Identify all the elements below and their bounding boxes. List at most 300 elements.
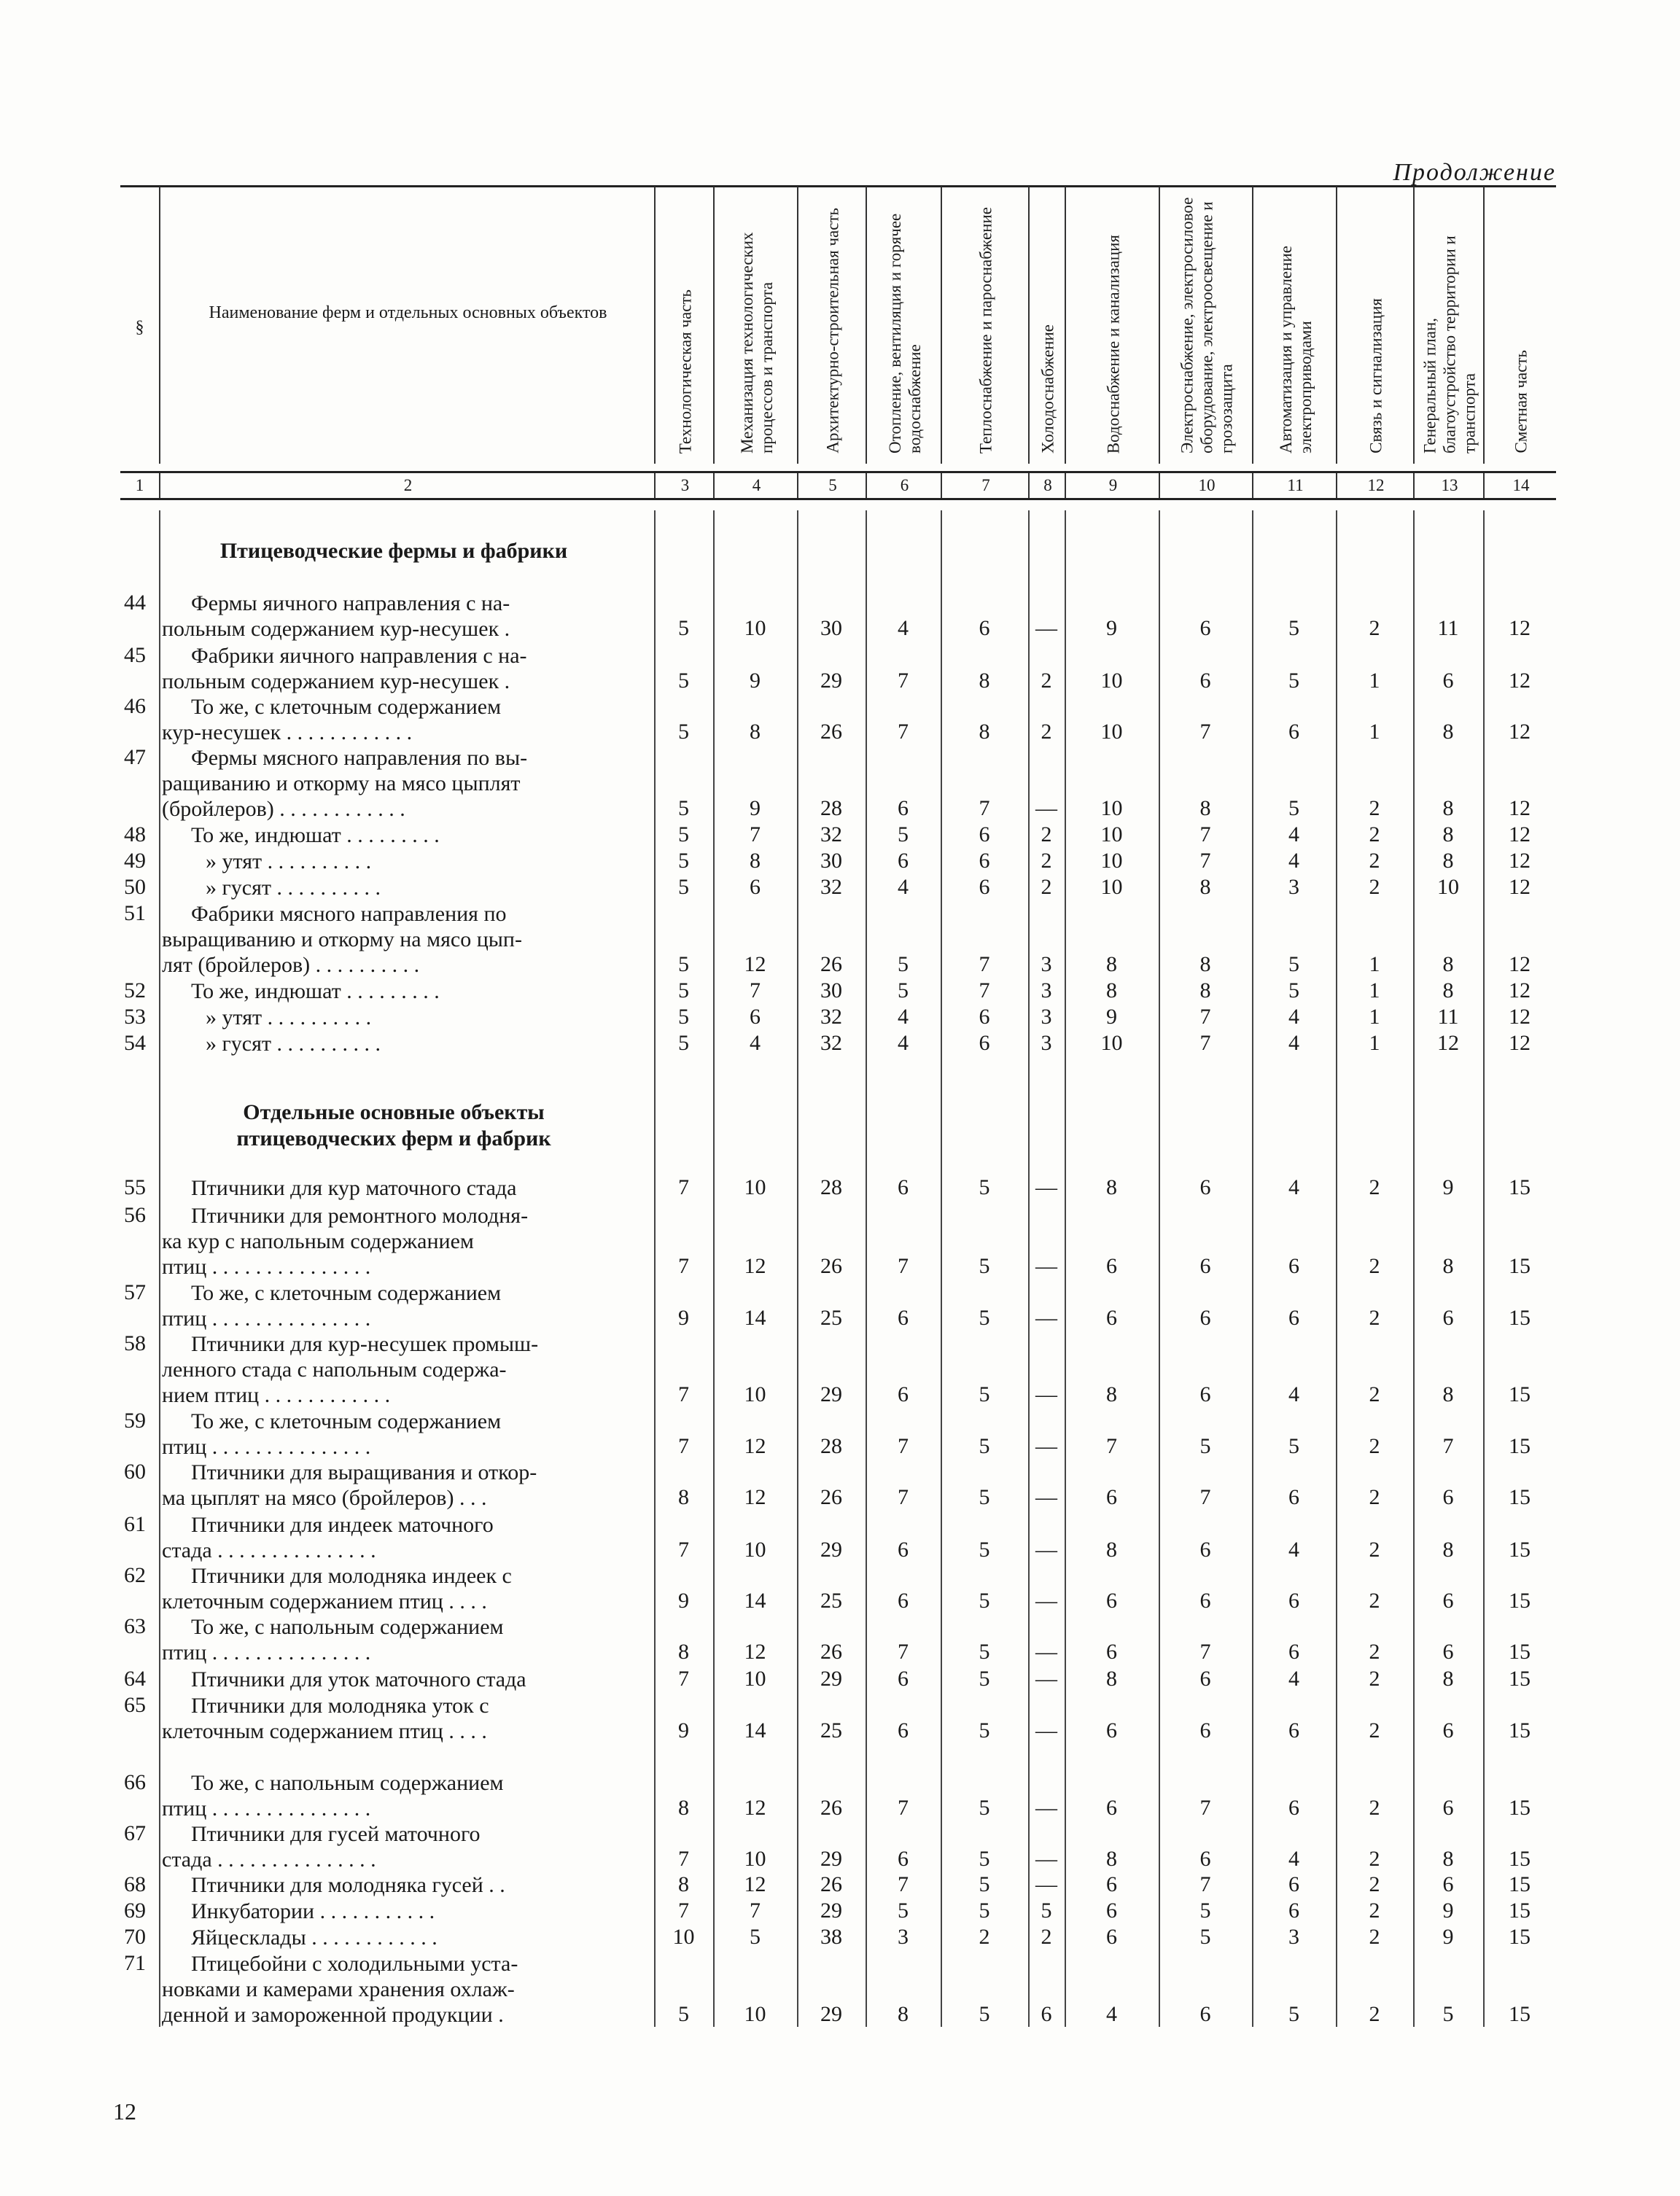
cell-value: 5 — [898, 1899, 909, 1923]
cell-value: 8 — [1442, 1382, 1454, 1406]
row-name-line: польным содержанием кур-несушек . — [162, 617, 510, 641]
cell-value: 6 — [898, 1382, 909, 1406]
row-number: 61 — [124, 1512, 146, 1536]
row-name-line: Птичники для ремонтного молодня- — [191, 1204, 529, 1228]
row-name-line: птиц . . . . . . . . . . . . . . . — [162, 1796, 371, 1821]
cell-value: 6 — [898, 1667, 909, 1691]
cell-value: 30 — [820, 978, 842, 1002]
cell-value: 7 — [898, 1254, 909, 1278]
cell-value: 8 — [1199, 875, 1211, 899]
cell-value: 7 — [678, 1899, 689, 1923]
cell-value: 5 — [750, 1925, 761, 1949]
row-number: 56 — [124, 1203, 146, 1227]
cell-value: 10 — [1100, 720, 1123, 744]
cell-value: 15 — [1509, 1382, 1531, 1406]
cell-value: 1 — [1369, 1005, 1380, 1029]
row-name-line: » гусят . . . . . . . . . . — [206, 1032, 381, 1056]
cell-value: 32 — [820, 1031, 842, 1055]
cell-value: 4 — [1106, 2002, 1117, 2026]
cell-value: 2 — [1369, 1667, 1380, 1691]
cell-value: 29 — [820, 1538, 842, 1562]
cell-value: 14 — [744, 1306, 766, 1330]
cell-value: 2 — [1369, 1899, 1380, 1923]
cell-value: 7 — [1199, 849, 1211, 873]
cell-value: 6 — [1442, 1589, 1454, 1613]
cell-value: 9 — [1442, 1175, 1454, 1199]
row-number: 50 — [124, 875, 146, 899]
row-name-line: клеточным содержанием птиц . . . . — [162, 1719, 487, 1743]
cell-value: 8 — [1106, 1382, 1117, 1406]
row-name-line: ращиванию и откорму на мясо цыплят — [162, 771, 521, 795]
cell-value: 2 — [979, 1925, 990, 1949]
row-name-line: То же, с клеточным содержанием — [191, 1281, 502, 1305]
column-number: 3 — [654, 473, 715, 498]
cell-value: 5 — [979, 2002, 990, 2026]
cell-value: 15 — [1509, 1847, 1531, 1871]
column-rule — [797, 510, 798, 2027]
cell-value: 25 — [820, 1306, 842, 1330]
column-rule — [159, 510, 160, 2027]
header-column-label: Водоснабжение и канализация — [1104, 234, 1122, 453]
cell-value: 26 — [820, 1872, 842, 1896]
row-number: 57 — [124, 1280, 146, 1304]
cell-value: 10 — [672, 1925, 695, 1949]
cell-value: 6 — [979, 1031, 990, 1055]
row-number: 66 — [124, 1770, 146, 1794]
cell-value: 8 — [750, 720, 761, 744]
cell-value: 2 — [1369, 822, 1380, 846]
cell-value: 5 — [979, 1899, 990, 1923]
cell-value: 8 — [1442, 796, 1454, 820]
row-name-line: » утят . . . . . . . . . . — [206, 1005, 372, 1029]
cell-value: 9 — [1106, 616, 1117, 640]
cell-value: 6 — [1199, 1718, 1211, 1743]
cell-value: 7 — [1199, 1031, 1211, 1055]
cell-value: 4 — [1288, 849, 1299, 873]
cell-value: 10 — [744, 1382, 766, 1406]
cell-value: 5 — [1288, 616, 1299, 640]
cell-value: 7 — [898, 720, 909, 744]
cell-value: 8 — [1442, 952, 1454, 976]
cell-value: 3 — [1041, 978, 1052, 1002]
cell-value: 7 — [678, 1254, 689, 1278]
column-number-row — [120, 471, 1556, 500]
row-name-line: кур-несушек . . . . . . . . . . . . — [162, 720, 413, 744]
cell-value: 6 — [1442, 669, 1454, 693]
row-name-line: То же, с напольным содержанием — [191, 1771, 504, 1795]
cell-value: 8 — [1106, 1538, 1117, 1562]
cell-value: 10 — [744, 616, 766, 640]
row-name-line: Яйцесклады . . . . . . . . . . . . — [191, 1926, 438, 1950]
cell-value: — — [1035, 1847, 1057, 1871]
cell-value: 30 — [820, 616, 842, 640]
column-number: 10 — [1159, 473, 1253, 498]
cell-value: 7 — [1199, 1796, 1211, 1820]
cell-value: 15 — [1509, 1718, 1531, 1743]
cell-value: 10 — [1100, 849, 1123, 873]
cell-value: 2 — [1369, 1485, 1380, 1509]
header-column-label: Связь и сигнализация — [1366, 298, 1385, 453]
cell-value: 6 — [1288, 1254, 1299, 1278]
header-name: Наименование ферм и отдельных основных объектов — [209, 303, 607, 322]
cell-value: 5 — [678, 849, 689, 873]
cell-value: 5 — [1288, 952, 1299, 976]
cell-value: 6 — [979, 822, 990, 846]
section-title: Отдельные основные объекты птицеводческих ферм и фабрик — [236, 1100, 551, 1150]
cell-value: 5 — [979, 1847, 990, 1871]
cell-value: 6 — [898, 1538, 909, 1562]
cell-value: 2 — [1369, 1872, 1380, 1896]
cell-value: 8 — [1199, 978, 1211, 1002]
row-name-line: Фермы яичного направления с на- — [191, 591, 510, 615]
row-name-line: выращиванию и откорму на мясо цып- — [162, 927, 522, 951]
column-number: 1 — [135, 476, 144, 494]
cell-value: 32 — [820, 875, 842, 899]
cell-value: 6 — [1288, 1872, 1299, 1896]
cell-value: 5 — [678, 796, 689, 820]
cell-value: 9 — [678, 1306, 689, 1330]
cell-value: 2 — [1369, 1796, 1380, 1820]
cell-value: 8 — [1106, 952, 1117, 976]
cell-value: 8 — [678, 1640, 689, 1664]
column-number: 14 — [1483, 473, 1558, 498]
cell-value: 32 — [820, 822, 842, 846]
header-column-label: Электроснабжение, электросиловое оборудование, электроосвещение и грозозащита — [1178, 197, 1236, 453]
cell-value: 8 — [898, 2002, 909, 2026]
column-rule — [1483, 510, 1485, 2027]
row-name — [162, 1203, 643, 1280]
cell-value: 6 — [898, 1589, 909, 1613]
header-section-mark-cell — [120, 187, 159, 464]
cell-value: 8 — [1442, 849, 1454, 873]
cell-value: 15 — [1509, 1589, 1531, 1613]
row-name — [162, 1899, 643, 1924]
cell-value: 6 — [1106, 1872, 1117, 1896]
cell-value: 12 — [1509, 849, 1531, 873]
cell-value: 15 — [1509, 1796, 1531, 1820]
cell-value: 9 — [750, 796, 761, 820]
cell-value: 5 — [678, 2002, 689, 2026]
cell-value: 25 — [820, 1589, 842, 1613]
cell-value: 7 — [750, 1899, 761, 1923]
cell-value: 5 — [678, 822, 689, 846]
row-number: 45 — [124, 643, 146, 667]
cell-value: 7 — [678, 1667, 689, 1691]
column-number: 11 — [1252, 473, 1337, 498]
cell-value: 2 — [1369, 1925, 1380, 1949]
cell-value: 8 — [1442, 822, 1454, 846]
cell-value: 10 — [1100, 796, 1123, 820]
header-column-label: Холодоснабжение — [1038, 324, 1057, 453]
row-number: 68 — [124, 1872, 146, 1896]
cell-value: 8 — [1106, 1667, 1117, 1691]
row-number: 71 — [124, 1951, 146, 1975]
cell-value: 7 — [898, 1796, 909, 1820]
row-name — [162, 1512, 643, 1563]
cell-value: 3 — [1041, 952, 1052, 976]
cell-value: 6 — [1199, 1382, 1211, 1406]
cell-value: 7 — [898, 1872, 909, 1896]
cell-value: 5 — [979, 1718, 990, 1743]
cell-value: 8 — [1442, 978, 1454, 1002]
row-number: 62 — [124, 1563, 146, 1587]
cell-value: 7 — [979, 796, 990, 820]
cell-value: 9 — [1442, 1899, 1454, 1923]
cell-value: 2 — [1041, 849, 1052, 873]
cell-value: 29 — [820, 1847, 842, 1871]
cell-value: 15 — [1509, 1872, 1531, 1896]
cell-value: 15 — [1509, 1640, 1531, 1664]
row-name-line: Птичники для молодняка индеек с — [191, 1564, 512, 1588]
cell-value: 15 — [1509, 1434, 1531, 1458]
row-name-line: Инкубатории . . . . . . . . . . . — [191, 1899, 435, 1923]
cell-value: 5 — [898, 978, 909, 1002]
cell-value: 5 — [1041, 1899, 1052, 1923]
cell-value: 6 — [1199, 1847, 1211, 1871]
header-column-9 — [1065, 187, 1160, 464]
row-name-line: Фермы мясного направления по вы- — [191, 746, 528, 770]
cell-value: 7 — [678, 1434, 689, 1458]
cell-value: 14 — [744, 1718, 766, 1743]
row-name-line: нием птиц . . . . . . . . . . . . — [162, 1383, 391, 1407]
cell-value: 1 — [1369, 978, 1380, 1002]
cell-value: 4 — [898, 1005, 909, 1029]
cell-value: 7 — [678, 1538, 689, 1562]
cell-value: 1 — [1369, 720, 1380, 744]
cell-value: 15 — [1509, 1899, 1531, 1923]
cell-value: 12 — [1509, 720, 1531, 744]
cell-value: 2 — [1369, 616, 1380, 640]
header-section-mark: § — [135, 318, 144, 337]
row-name-line: стада . . . . . . . . . . . . . . . — [162, 1847, 376, 1872]
cell-value: 2 — [1369, 849, 1380, 873]
column-number: 2 — [159, 473, 656, 498]
row-name — [162, 745, 643, 822]
cell-value: 6 — [1288, 1899, 1299, 1923]
cell-value: 2 — [1041, 1925, 1052, 1949]
cell-value: 6 — [898, 1718, 909, 1743]
cell-value: 5 — [678, 720, 689, 744]
row-name — [162, 1031, 643, 1056]
cell-value: 7 — [898, 1485, 909, 1509]
cell-value: 29 — [820, 1667, 842, 1691]
cell-value: 8 — [979, 720, 990, 744]
header-column-label: Теплоснабжение и пароснабжение — [976, 206, 995, 453]
row-number: 58 — [124, 1331, 146, 1355]
row-name — [162, 1331, 643, 1408]
row-name-line: денной и замороженной продукции . — [162, 2003, 504, 2027]
cell-value: 5 — [979, 1254, 990, 1278]
cell-value: 7 — [1106, 1434, 1117, 1458]
cell-value: 12 — [1509, 822, 1531, 846]
column-rule — [1159, 510, 1160, 2027]
cell-value: 6 — [1442, 1796, 1454, 1820]
row-name-line: Птичники для кур маточного стада — [191, 1176, 517, 1200]
row-name — [162, 1460, 643, 1511]
row-name — [162, 1925, 643, 1950]
row-name-line: Птицебойни с холодильными уста- — [191, 1952, 518, 1976]
row-number: 59 — [124, 1409, 146, 1433]
header-column-3 — [654, 187, 715, 464]
row-name-line: лят (бройлеров) . . . . . . . . . . — [162, 953, 420, 977]
cell-value: 6 — [1106, 1925, 1117, 1949]
row-name — [162, 1614, 643, 1665]
cell-value: 5 — [678, 616, 689, 640]
row-name-line: То же, с клеточным содержанием — [191, 695, 502, 719]
cell-value: 15 — [1509, 2002, 1531, 2026]
cell-value: 8 — [1442, 1847, 1454, 1871]
cell-value: 7 — [1199, 1485, 1211, 1509]
cell-value: 15 — [1509, 1306, 1531, 1330]
cell-value: 5 — [979, 1796, 990, 1820]
cell-value: 26 — [820, 1485, 842, 1509]
row-name — [162, 1563, 643, 1614]
cell-value: 6 — [1288, 720, 1299, 744]
column-rule — [713, 510, 715, 2027]
cell-value: 7 — [750, 978, 761, 1002]
cell-value: — — [1035, 1254, 1057, 1278]
cell-value: 6 — [898, 1847, 909, 1871]
cell-value: 5 — [678, 1031, 689, 1055]
row-name-line: польным содержанием кур-несушек . — [162, 669, 510, 693]
cell-value: 2 — [1369, 1434, 1380, 1458]
header-column-14 — [1483, 187, 1558, 464]
row-number: 53 — [124, 1005, 146, 1029]
cell-value: 2 — [1369, 1382, 1380, 1406]
cell-value: 6 — [1442, 1872, 1454, 1896]
cell-value: 2 — [1041, 822, 1052, 846]
row-name — [162, 1951, 643, 2028]
cell-value: 6 — [1199, 1306, 1211, 1330]
row-name-line: Фабрики яичного направления с на- — [191, 644, 527, 668]
cell-value: 8 — [678, 1796, 689, 1820]
cell-value: 10 — [744, 1538, 766, 1562]
cell-value: 7 — [750, 822, 761, 846]
cell-value: 2 — [1369, 1847, 1380, 1871]
cell-value: — — [1035, 1640, 1057, 1664]
cell-value: 9 — [1106, 1005, 1117, 1029]
cell-value: 5 — [979, 1872, 990, 1896]
cell-value: 2 — [1041, 720, 1052, 744]
column-rule — [1252, 510, 1253, 2027]
column-number: 8 — [1028, 473, 1066, 498]
cell-value: 12 — [1509, 978, 1531, 1002]
header-column-13 — [1413, 187, 1485, 464]
column-rule — [1413, 510, 1415, 2027]
cell-value: — — [1035, 1589, 1057, 1613]
cell-value: 6 — [979, 1005, 990, 1029]
header-column-11 — [1252, 187, 1337, 464]
row-name-line: клеточным содержанием птиц . . . . — [162, 1589, 487, 1613]
cell-value: 7 — [979, 952, 990, 976]
cell-value: 6 — [1041, 2002, 1052, 2026]
cell-value: 6 — [1106, 1640, 1117, 1664]
cell-value: — — [1035, 796, 1057, 820]
row-number: 70 — [124, 1925, 146, 1949]
cell-value: 5 — [678, 669, 689, 693]
cell-value: 7 — [678, 1847, 689, 1871]
cell-value: 6 — [979, 875, 990, 899]
cell-value: 2 — [1369, 796, 1380, 820]
cell-value: 6 — [1288, 1796, 1299, 1820]
cell-value: 5 — [1199, 1434, 1211, 1458]
row-name-line: То же, с напольным содержанием — [191, 1615, 504, 1639]
cell-value: 6 — [898, 1306, 909, 1330]
cell-value: 29 — [820, 2002, 842, 2026]
cell-value: 8 — [678, 1485, 689, 1509]
cell-value: 5 — [979, 1306, 990, 1330]
row-name — [162, 875, 643, 900]
cell-value: 6 — [898, 1175, 909, 1199]
cell-value: 4 — [750, 1031, 761, 1055]
cell-value: 12 — [744, 1796, 766, 1820]
row-number: 48 — [124, 822, 146, 846]
row-number: 52 — [124, 978, 146, 1002]
cell-value: 5 — [1288, 796, 1299, 820]
page-number: 12 — [113, 2098, 136, 2125]
header-column-label: Автоматизация и управление электроприводами — [1276, 246, 1315, 453]
header-column-12 — [1336, 187, 1415, 464]
cell-value: 28 — [820, 1175, 842, 1199]
cell-value: 2 — [1369, 1718, 1380, 1743]
cell-value: 7 — [1442, 1434, 1454, 1458]
row-name — [162, 901, 643, 978]
cell-value: 7 — [898, 669, 909, 693]
cell-value: 7 — [898, 1640, 909, 1664]
cell-value: 12 — [744, 1254, 766, 1278]
cell-value: 7 — [1199, 720, 1211, 744]
row-name-line: ка кур с напольным содержанием — [162, 1229, 474, 1253]
cell-value: 8 — [1199, 796, 1211, 820]
cell-value: 12 — [1509, 875, 1531, 899]
cell-value: 6 — [1106, 1899, 1117, 1923]
cell-value: 26 — [820, 720, 842, 744]
row-name — [162, 822, 643, 848]
cell-value: — — [1035, 1485, 1057, 1509]
cell-value: 4 — [1288, 1031, 1299, 1055]
header-column-6 — [866, 187, 942, 464]
row-name — [162, 1872, 643, 1898]
header-column-4 — [713, 187, 798, 464]
cell-value: 6 — [1199, 1667, 1211, 1691]
section-title: Птицеводческие фермы и фабрики — [219, 539, 568, 563]
cell-value: 5 — [979, 1175, 990, 1199]
cell-value: 28 — [820, 796, 842, 820]
row-number: 69 — [124, 1899, 146, 1923]
cell-value: 6 — [1106, 1485, 1117, 1509]
cell-value: 26 — [820, 952, 842, 976]
row-name — [162, 694, 643, 745]
cell-value: 7 — [1199, 822, 1211, 846]
cell-value: 8 — [750, 849, 761, 873]
cell-value: 6 — [1288, 1589, 1299, 1613]
cell-value: 5 — [979, 1538, 990, 1562]
cell-value: 6 — [1442, 1718, 1454, 1743]
row-name-line: ма цыплят на мясо (бройлеров) . . . — [162, 1486, 487, 1510]
row-name-line: (бройлеров) . . . . . . . . . . . . — [162, 797, 405, 821]
cell-value: 10 — [1100, 1031, 1123, 1055]
cell-value: 8 — [1442, 1667, 1454, 1691]
row-name-line: Птичники для молодняка уток с — [191, 1694, 489, 1718]
cell-value: 5 — [979, 1640, 990, 1664]
cell-value: 12 — [1509, 616, 1531, 640]
header-column-label: Механизация технологических процессов и транспорта — [737, 232, 776, 453]
column-number: 5 — [797, 473, 867, 498]
header-name-cell — [159, 187, 656, 464]
cell-value: 12 — [744, 1872, 766, 1896]
row-name — [162, 1693, 643, 1744]
cell-value: 8 — [979, 669, 990, 693]
